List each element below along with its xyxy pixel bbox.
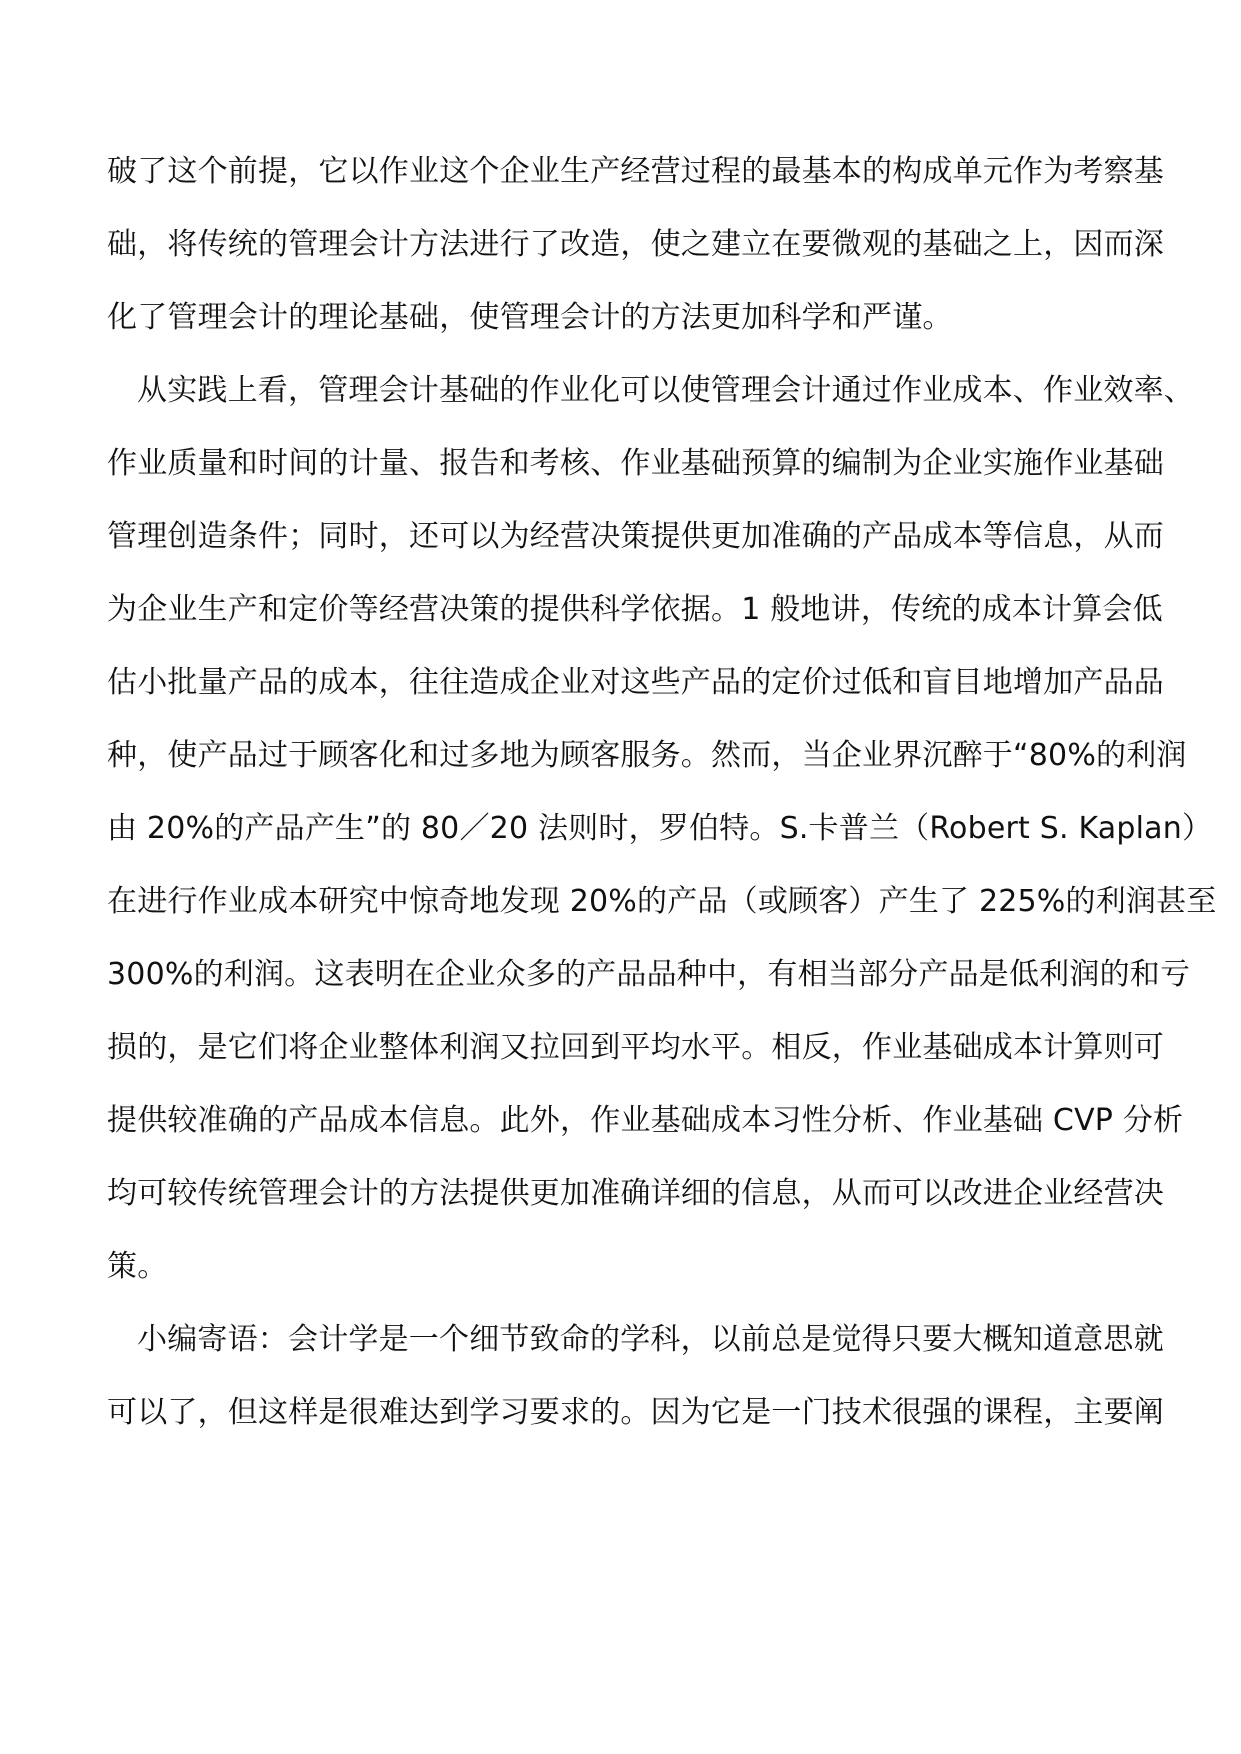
text-line: 破了这个前提，它以作业这个企业生产经营过程的最基本的构成单元作为考察基	[107, 154, 1164, 189]
text-line: 策。	[107, 1249, 168, 1284]
text-line: 由 20%的产品产生”的 80／20 法则时，罗伯特。S.卡普兰（Robert S. Kaplan）	[107, 811, 1213, 846]
text-line: 为企业生产和定价等经营决策的提供科学依据。1 般地讲，传统的成本计算会低	[107, 592, 1163, 627]
text-line: 估小批量产品的成本，往往造成企业对这些产品的定价过低和盲目地增加产品品	[107, 665, 1164, 700]
text-line: 管理创造条件；同时，还可以为经营决策提供更加准确的产品成本等信息，从而	[107, 519, 1164, 554]
text-line: 提供较准确的产品成本信息。此外，作业基础成本习性分析、作业基础 CVP 分析	[107, 1103, 1184, 1138]
text-line: 种，使产品过于顾客化和过多地为顾客服务。然而，当企业界沉醉于“80%的利润	[107, 738, 1187, 773]
text-line: 均可较传统管理会计的方法提供更加准确详细的信息，从而可以改进企业经营决	[107, 1176, 1164, 1211]
text-line: 300%的利润。这表明在企业众多的产品品种中，有相当部分产品是低利润的和亏	[107, 957, 1191, 992]
text-line: 础，将传统的管理会计方法进行了改造，使之建立在要微观的基础之上，因而深	[107, 227, 1164, 262]
text-line: 在进行作业成本研究中惊奇地发现 20%的产品（或顾客）产生了 225%的利润甚至	[107, 884, 1217, 919]
paragraph-first-line: 小编寄语：会计学是一个细节致命的学科，以前总是觉得只要大概知道意思就	[137, 1322, 1164, 1357]
text-line: 作业质量和时间的计量、报告和考核、作业基础预算的编制为企业实施作业基础	[107, 446, 1164, 481]
paragraph-first-line: 从实践上看，管理会计基础的作业化可以使管理会计通过作业成本、作业效率、	[137, 373, 1194, 408]
text-line: 化了管理会计的理论基础，使管理会计的方法更加科学和严谨。	[107, 300, 953, 335]
text-line: 损的，是它们将企业整体利润又拉回到平均水平。相反，作业基础成本计算则可	[107, 1030, 1164, 1065]
text-line: 可以了，但这样是很难达到学习要求的。因为它是一门技术很强的课程，主要阐	[107, 1395, 1164, 1430]
